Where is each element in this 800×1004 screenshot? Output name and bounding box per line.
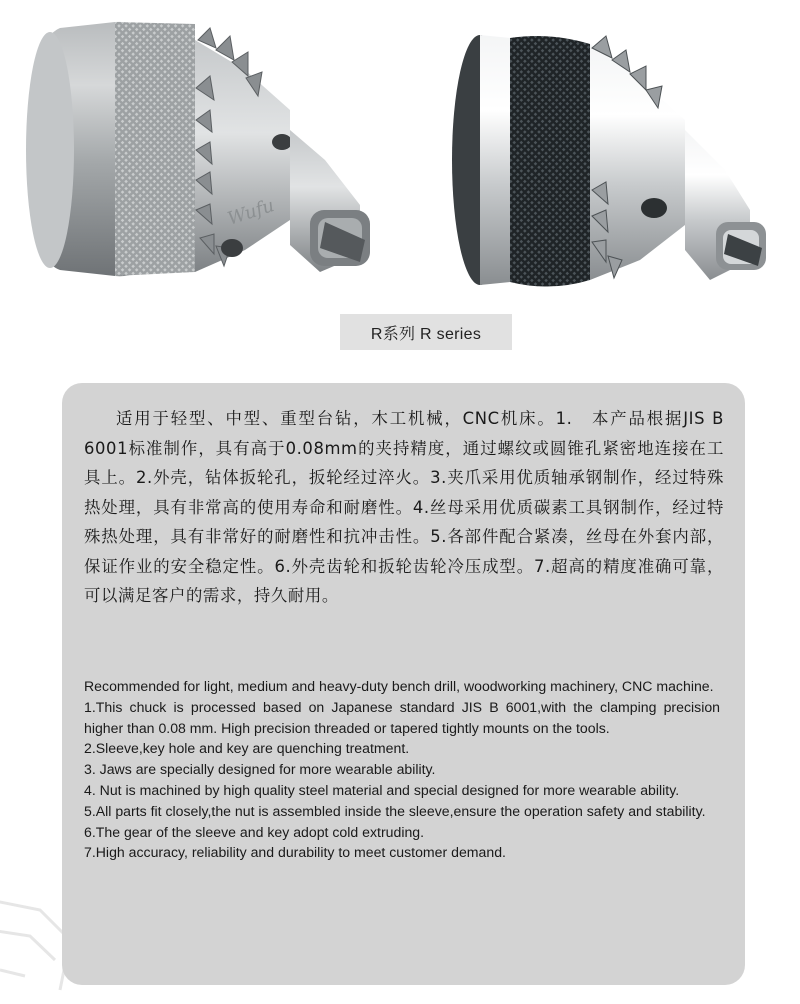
english-line: 7.High accuracy, reliability and durability to meet customer demand. xyxy=(84,844,506,861)
english-line: 5.All parts fit closely,the nut is assembled inside the sleeve,ensure the operation safety and stability. xyxy=(84,802,706,819)
chinese-description: 适用于轻型、中型、重型台钻，木工机械，CNC机床。1. 本产品根据JIS B 6001标准制作，具有高于0.08mm的夹持精度，通过螺纹或圆锥孔紧密地连接在工具上。2.外壳，钻体扳轮孔，扳轮经过淬火。3.夹爪采用优质轴承钢制作，经过特殊热处理，具有非常高的使用寿命和耐磨性。4.丝母采用优质碳素工具钢制作，经过特殊热处理，具有非常好的耐磨性和抗冲击性。5.各部件配合紧凑，丝母在外套内部，保证作业的安全稳定性。6.外壳齿轮和扳轮齿轮冷压成型。7.超高的精度准确可靠，可以满足客户的需求，持久耐用。 xyxy=(84,409,724,605)
product-photos xyxy=(0,0,800,310)
english-line: 4. Nut is machined by high quality steel material and special designed for more wearable ability. xyxy=(84,781,680,798)
english-line: 2.Sleeve,key hole and key are quenching treatment. xyxy=(84,740,410,757)
english-description xyxy=(84,676,720,863)
drill-chuck-image-grey xyxy=(20,10,390,300)
series-caption: R系列 R series xyxy=(340,314,512,350)
english-line: Recommended for light, medium and heavy-duty bench drill, woodworking machinery, CNC machine. xyxy=(84,678,714,694)
english-line: 1.This chuck is processed based on Japanese standard JIS B 6001,with the clamping precision higher than 0.08 mm. High precision threaded or tapered tightly mounts on the tools. xyxy=(84,698,720,736)
drill-chuck-image-polished xyxy=(440,10,780,310)
english-line: 3. Jaws are specially designed for more wearable ability. xyxy=(84,761,436,778)
english-line: 6.The gear of the sleeve and key adopt cold extruding. xyxy=(84,823,425,840)
svg-text:Wufu: Wufu xyxy=(225,195,277,230)
